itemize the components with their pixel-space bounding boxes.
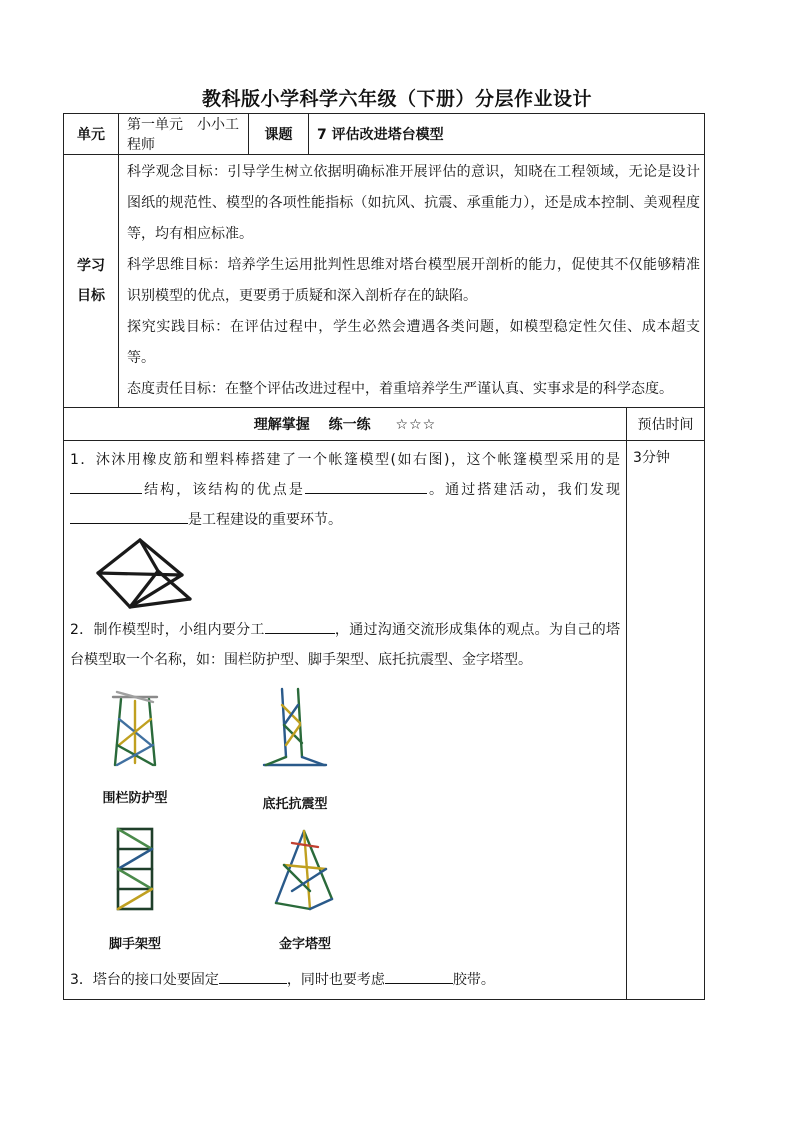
topic-label: 课题 bbox=[249, 114, 309, 155]
blank-6[interactable] bbox=[385, 965, 453, 984]
goals-content bbox=[119, 155, 705, 408]
goal-thinking: 科学思维目标：培养学生运用批判性思维对塔台模型展开剖析的能力，促使其不仅能够精准识别模型的优点，更要勇于质疑和深入剖析存在的缺陷。 bbox=[127, 257, 700, 304]
model-name: 底托抗震型 bbox=[262, 797, 328, 812]
blank-2[interactable] bbox=[305, 475, 427, 494]
blank-5[interactable] bbox=[219, 965, 287, 984]
scaffold-tower-drawing bbox=[110, 825, 160, 915]
model-pyramid bbox=[240, 825, 370, 960]
time-value: 3分钟 bbox=[627, 441, 705, 1000]
worksheet-table bbox=[63, 113, 705, 1000]
section-header-row bbox=[64, 408, 705, 441]
page-title: 教科版小学科学六年级（下册）分层作业设计 bbox=[201, 88, 592, 110]
goals-row bbox=[64, 155, 705, 408]
question-3: 3．塔台的接口处要固定 ，同时也要考虑 胶带。 bbox=[70, 965, 620, 995]
fence-tower-drawing bbox=[105, 689, 165, 769]
model-name: 围栏防护型 bbox=[102, 791, 168, 806]
goal-attitude: 态度责任目标：在整个评估改进过程中，着重培养学生严谨认真、实事求是的科学态度。 bbox=[127, 381, 673, 397]
model-fence bbox=[70, 689, 200, 814]
tower-models bbox=[70, 675, 620, 965]
questions-row bbox=[64, 441, 705, 1000]
pyramid-tower-drawing bbox=[270, 825, 340, 915]
topic-value: 7 评估改进塔台模型 bbox=[309, 114, 705, 155]
model-name: 金字塔型 bbox=[278, 937, 331, 952]
unit-label: 单元 bbox=[64, 114, 119, 155]
question-1: 1．沐沐用橡皮筋和塑料棒搭建了一个帐篷模型(如右图)，这个帐篷模型采用的是结构，该结构的优点是 。通过搭建活动，我们发现是工程建设的重要环节。 bbox=[70, 452, 621, 528]
header-row bbox=[64, 114, 705, 155]
blank-4[interactable] bbox=[265, 615, 335, 634]
section-title-text: 理解掌握 练一练 bbox=[253, 417, 371, 433]
blank-3[interactable] bbox=[70, 505, 188, 524]
section-title bbox=[64, 408, 627, 441]
base-tower-drawing bbox=[260, 685, 330, 775]
model-base bbox=[230, 685, 360, 820]
model-name: 脚手架型 bbox=[108, 937, 161, 952]
blank-1[interactable] bbox=[70, 475, 142, 494]
model-scaffold bbox=[70, 825, 200, 960]
goals-label: 学习目标 bbox=[64, 155, 119, 408]
goal-practice: 探究实践目标：在评估过程中，学生必然会遭遇各类问题，如模型稳定性欠佳、成本超支等。 bbox=[127, 319, 700, 366]
tent-model-drawing bbox=[90, 535, 200, 615]
goal-concept: 科学观念目标：引导学生树立依据明确标准开展评估的意识，知晓在工程领域，无论是设计图纸的规范性、模型的各项性能指标（如抗风、抗震、承重能力），还是成本控制、美观程度等，均有相应标准。 bbox=[127, 164, 700, 242]
question-2: 2．制作模型时，小组内要分工 ，通过沟通交流形成集体的观点。为自己的塔台模型取一个名称，如：围栏防护型、脚手架型、底托抗震型、金字塔型。 bbox=[70, 615, 620, 675]
time-header: 预估时间 bbox=[627, 408, 705, 441]
tent-model-figure bbox=[70, 535, 620, 615]
unit-value: 第一单元 小小工程师 bbox=[119, 114, 249, 155]
questions-cell bbox=[64, 441, 627, 1000]
difficulty-stars: ☆☆☆ bbox=[395, 417, 437, 433]
